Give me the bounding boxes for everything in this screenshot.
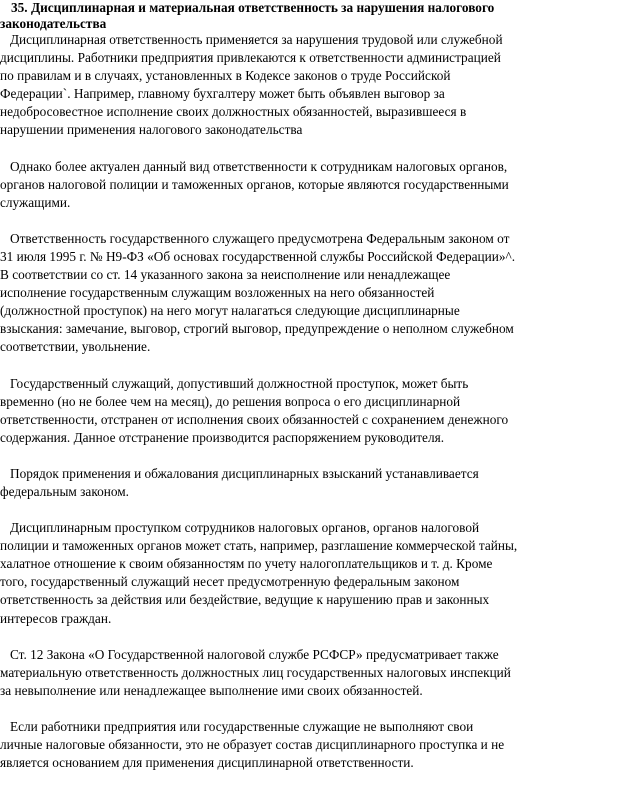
text-line: Государственный служащий, допустивший должностной проступок, может быть	[0, 375, 469, 391]
text-line: взыскания: замечание, выговор, строгий выговор, предупреждение о неполном служебном	[0, 321, 514, 337]
section-heading	[0, 0, 624, 31]
paragraph-gap	[0, 501, 624, 519]
paragraph-gap	[0, 357, 624, 375]
text-line: 31 июля 1995 г. № Н9-ФЗ «Об основах государственной службы Российской Федерации»^.	[0, 248, 516, 264]
text-line: временно (но не более чем на месяц), до решения вопроса о его дисциплинарной	[0, 393, 461, 409]
heading-line: 35. Дисциплинарная и материальная ответственность за нарушения налогового	[11, 0, 495, 15]
text-line: халатное отношение к своим обязанностям по учету налогоплательщиков и т. д. Кроме	[0, 556, 493, 572]
text-line: Дисциплинарным проступком сотрудников налоговых органов, органов налоговой	[0, 520, 480, 536]
text-line: интересов граждан.	[0, 610, 112, 626]
text-line: Ответственность государственного служащего предусмотрена Федеральным законом от	[0, 230, 510, 246]
text-line: Ст. 12 Закона «О Государственной налоговой службе РСФСР» предусматривает также	[0, 646, 499, 662]
paragraph-gap	[0, 140, 624, 158]
text-line: Однако более актуален данный вид ответственности к сотрудникам налоговых органов,	[0, 158, 508, 174]
text-line: Федерации`. Например, главному бухгалтеру может быть объявлен выговор за	[0, 86, 445, 102]
heading-line: законодательства	[0, 15, 107, 31]
text-line: личные налоговые обязанности, это не образует состав дисциплинарного проступка и не	[0, 737, 505, 752]
paragraph	[0, 465, 624, 501]
text-line: органов налоговой полиции и таможенных органов, которые являются государственными	[0, 176, 509, 192]
paragraph	[0, 375, 624, 447]
text-line: ответственность за действия или бездействие, ведущие к нарушению прав и законных	[0, 592, 490, 608]
text-line: В соответствии со ст. 14 указанного закона за неисполнение или ненадлежащее	[0, 267, 451, 283]
text-line: ответственности, отстранен от исполнения своих обязанностей с сохранением денежного	[0, 411, 509, 427]
text-line: исполнение государственным служащим возложенных на него обязанностей	[0, 285, 435, 301]
text-line: того, государственный служащий несет предусмотренную федеральным законом	[0, 574, 460, 590]
text-line: недобросовестное исполнение своих должностных обязанностей, выразившееся в	[0, 104, 467, 120]
text-line: полиции и таможенных органов может стать, например, разглашение коммерческой тайны,	[0, 538, 518, 554]
text-line: за невыполнение или ненадлежащее выполнение ими своих обязанностей.	[0, 682, 423, 698]
text-line: Порядок применения и обжалования дисциплинарных взысканий устанавливается	[0, 465, 479, 481]
text-line: дисциплины. Работники предприятия привлекаются к ответственности администрацией	[0, 50, 501, 66]
text-line: соответствии, увольнение.	[0, 339, 151, 355]
text-line: является основанием для применения дисциплинарной ответственности.	[0, 755, 414, 771]
paragraph	[0, 718, 624, 772]
paragraph-gap	[0, 700, 624, 718]
text-line: федеральным законом.	[0, 483, 130, 499]
paragraph	[0, 646, 624, 700]
text-line: содержания. Данное отстранение производится распоряжением руководителя.	[0, 429, 445, 445]
paragraph	[0, 31, 624, 140]
paragraph	[0, 158, 624, 212]
text-line: Если работники предприятия или государственные служащие не выполняют свои	[0, 718, 474, 734]
text-line: нарушении применения налогового законодательства	[0, 122, 303, 138]
text-line: Дисциплинарная ответственность применяется за нарушения трудовой или служебной	[0, 32, 503, 47]
text-line: служащими.	[0, 194, 71, 210]
text-line: по правилам и в случаях, установленных в Кодексе законов о труде Российской	[0, 68, 451, 84]
text-line: материальную ответственность должностных лиц государственных налоговых инспекций	[0, 664, 511, 680]
paragraph	[0, 230, 624, 357]
paragraph-gap	[0, 628, 624, 646]
text-line: (должностной проступок) на него могут налагаться следующие дисциплинарные	[0, 303, 460, 319]
paragraph	[0, 519, 624, 628]
paragraph-gap	[0, 447, 624, 465]
paragraph-gap	[0, 212, 624, 230]
body-text	[0, 31, 624, 772]
